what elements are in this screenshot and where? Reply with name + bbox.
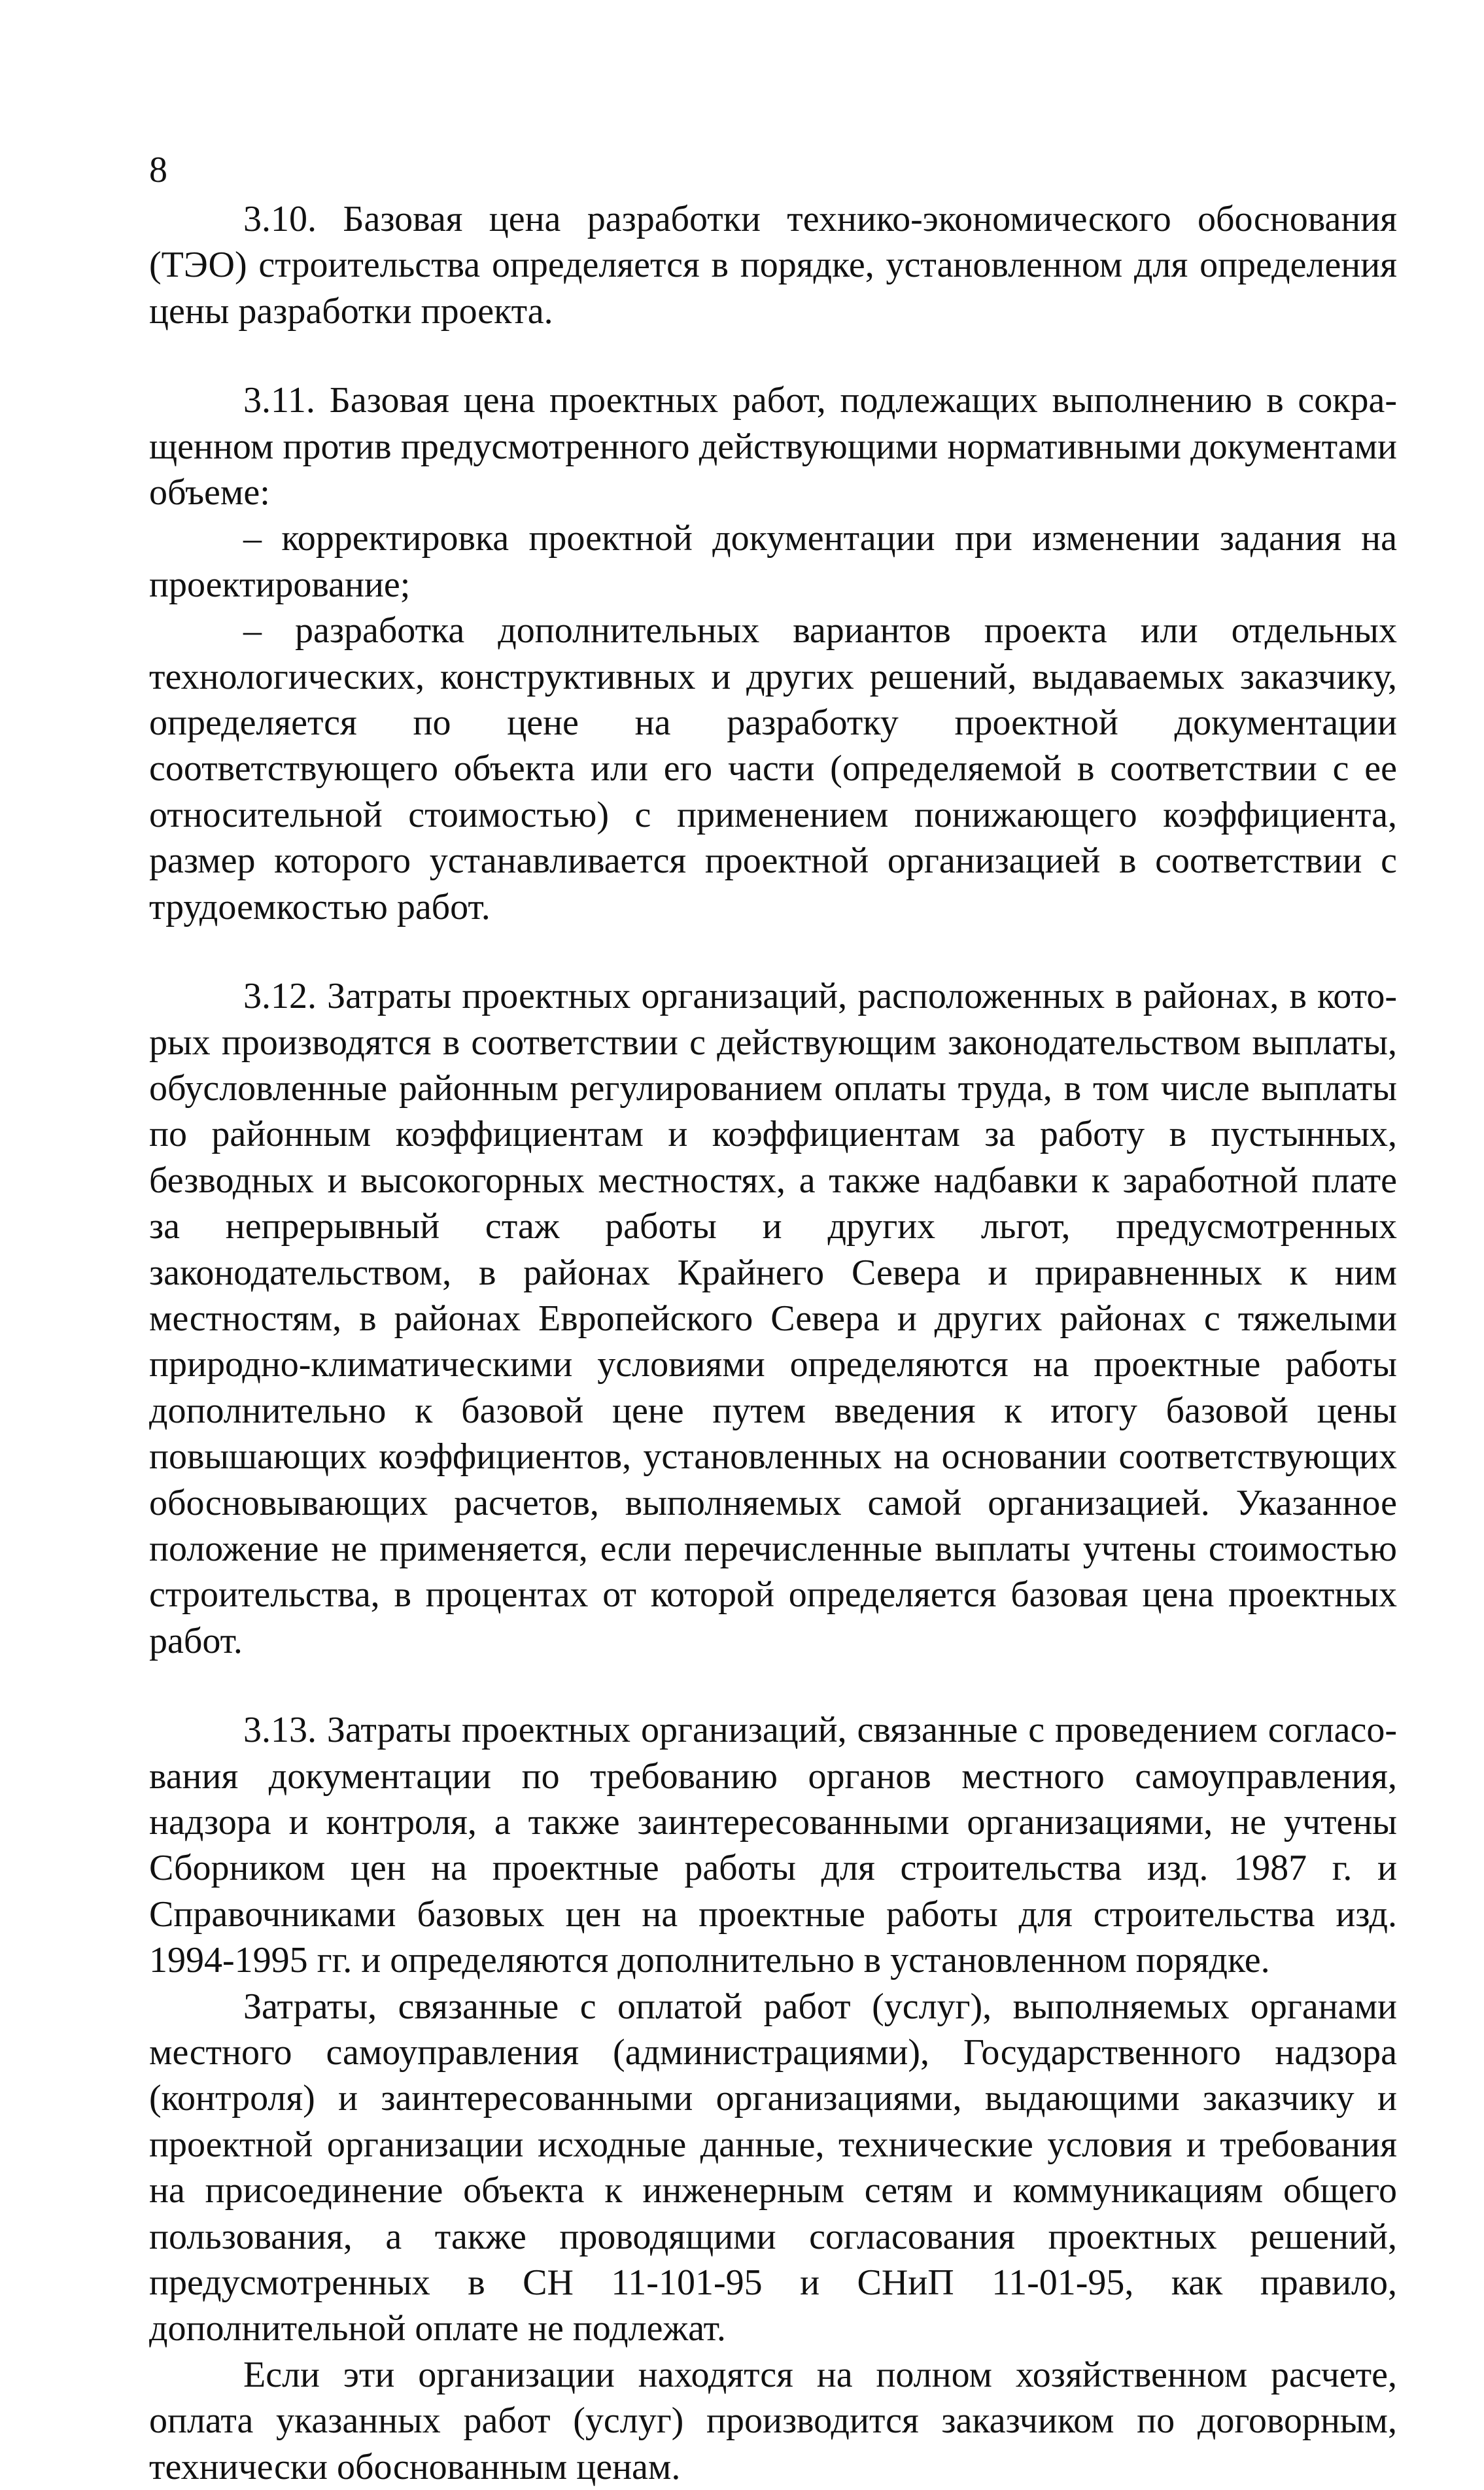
paragraph-3-13-self-supporting: Если эти организации находятся на полном хозяйственном расчете, оплата указанных работ (услуг) производится заказчиком по договорным, технически обоснованным ценам. [149,2354,1397,2487]
list-item-correction: – корректировка проектной документации при изменении задания на проектирование; [149,518,1397,605]
paragraph-3-11: 3.11. Базовая цена проектных работ, подлежащих выполнению в сокращенном против предусмотренного действующими нормативными документами объеме: [149,380,1397,513]
list-item-variants: – разработка дополнительных вариантов проекта или отдельных технологических, конструктивных и других решений, выдаваемых заказчику, определяется по цене на разработку проектной документации соответствующего объекта или его части (определяемой в соответствии с ее относительной стоимостью) с применением понижающего коэффициента, размер которого устанавливается проектной организацией в соответствии с трудоемкостью работ. [149,610,1397,927]
paragraph-3-12: 3.12. Затраты проектных организаций, расположенных в районах, в которых производятся в соответствии с действующим законодательством выплаты, обусловленные районным регулированием оплаты труда, в том числе выплаты по районным коэффициентам и коэффициентам за работу в пустынных, безводных и высокогорных местностях, а также надбавки к заработной плате за непрерывный стаж работы и других льгот, предусмотренных законодательством, в районах Крайнего Севера и приравненных к ним местностям, в районах Европейского Севера и других районах с тяжелыми природно-климатическими условиями определяются на проектные работы дополнительно к базовой цене путем введения к итогу базовой цены повышающих коэффициентов, установленных на основании соответствующих обосновывающих расчетов, выполняемых самой организацией. Указанное положение не применяется, если перечисленные выплаты учтены стоимостью строительства, в процентах от которой определяется базовая цена проектных работ. [149,976,1397,1661]
page-number: 8 [149,150,167,190]
document-body [149,196,1397,2490]
paragraph-3-10: 3.10. Базовая цена разработки технико-экономического обоснования (ТЭО) строительства определяется в порядке, установленном для определения цены разработки проекта. [149,199,1397,332]
paragraph-3-13-costs: Затраты, связанные с оплатой работ (услуг), выполняемых органами местного самоуправления (администрациями), Государственного надзора (контроля) и заинтересованными организациями, выдающими заказчику и проектной организации исходные данные, технические условия и требования на присоединение объекта к инженерным сетям и коммуникациям общего пользования, а также проводящими согласования проектных решений, предусмотренных в СН 11-101-95 и СНиП 11-01-95, как правило, дополнительной оплате не подлежат. [149,1986,1397,2349]
paragraph-3-13: 3.13. Затраты проектных организаций, связанные с проведением согласования документации по требованию органов местного самоуправления, надзора и контроля, а также заинтересованными организациями, не учтены Сборником цен на проектные работы для строительства изд. 1987 г. и Справочниками базовых цен на проектные работы для строительства изд. 1994-1995 гг. и определяются дополнительно в установленном порядке. [149,1710,1397,1981]
